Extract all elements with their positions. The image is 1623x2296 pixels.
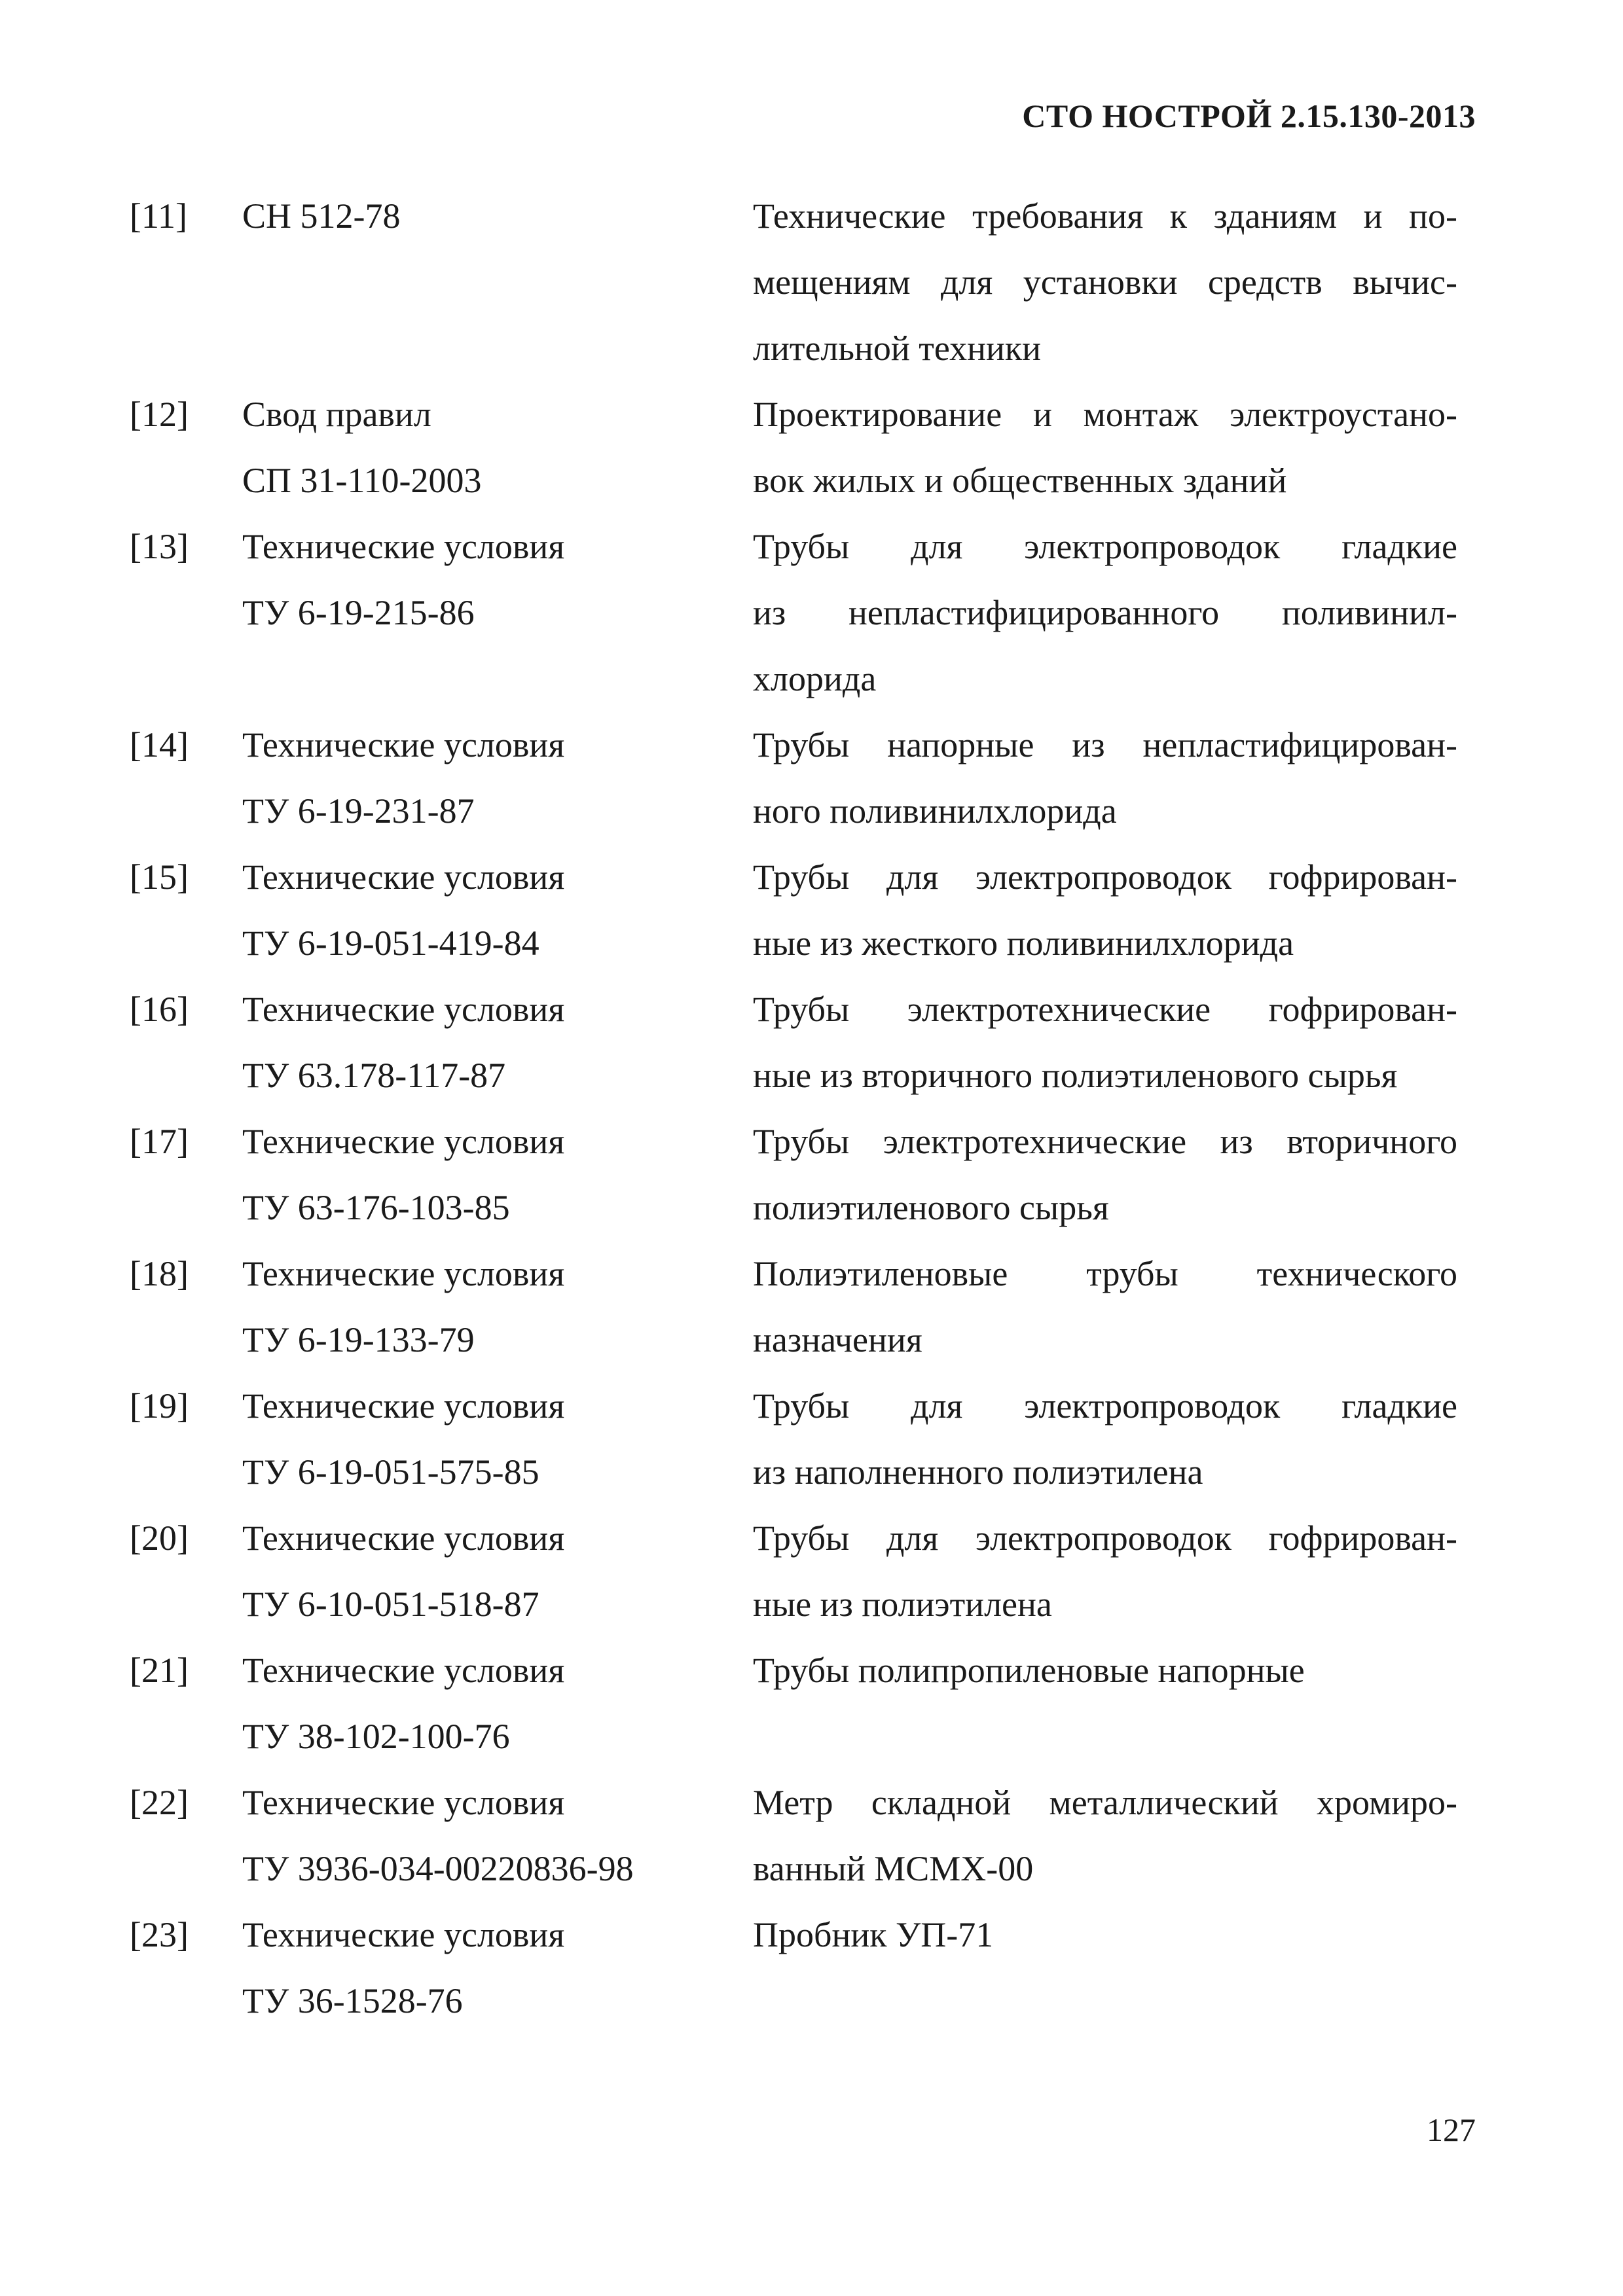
reference-document — [242, 1505, 753, 1638]
reference-document — [242, 514, 753, 646]
reference-document-line: ТУ 6-10-051-518-87 — [242, 1585, 539, 1624]
reference-title-line: хлорида — [753, 659, 877, 698]
reference-document-line: Технические условия — [242, 725, 565, 764]
reference-title-line: Технические требования к зданиям и по- — [753, 196, 1457, 236]
reference-number: [23] — [130, 1915, 189, 1954]
reference-number: [18] — [130, 1254, 189, 1293]
reference-item — [130, 1109, 1478, 1241]
reference-title-line: Пробник УП-71 — [753, 1915, 994, 1954]
reference-document — [242, 1770, 753, 1902]
reference-document-line: Технические условия — [242, 1122, 565, 1161]
reference-document — [242, 712, 753, 844]
reference-document-line: ТУ 6-19-051-419-84 — [242, 924, 539, 963]
reference-document — [242, 1638, 753, 1770]
reference-title — [753, 844, 1457, 977]
reference-title-line: ванный МСМХ-00 — [753, 1849, 1034, 1888]
reference-title — [753, 514, 1457, 712]
reference-title — [753, 382, 1457, 514]
reference-title-line: Трубы для электропроводок гладкие — [753, 527, 1457, 566]
reference-title — [753, 1902, 1457, 1968]
reference-number: [19] — [130, 1386, 189, 1426]
reference-document-line: Технические условия — [242, 1518, 565, 1558]
reference-number: [20] — [130, 1518, 189, 1558]
reference-document-line: ТУ 36-1528-76 — [242, 1981, 463, 2020]
reference-item — [130, 977, 1478, 1109]
reference-document-line: ТУ 63-176-103-85 — [242, 1188, 510, 1227]
reference-title-line: Трубы для электропроводок гофрирован- — [753, 1518, 1457, 1558]
reference-title-line: Полиэтиленовые трубы технического — [753, 1254, 1457, 1293]
reference-title-line: ного поливинилхлорида — [753, 791, 1117, 831]
reference-title-line: полиэтиленового сырья — [753, 1188, 1109, 1227]
reference-number: [13] — [130, 527, 189, 566]
reference-item — [130, 1902, 1478, 2034]
reference-document — [242, 1109, 753, 1241]
page-number: 127 — [1427, 2111, 1476, 2148]
reference-title-line: мещениям для установки средств вычис- — [753, 262, 1457, 302]
reference-title-line: ные из полиэтилена — [753, 1585, 1052, 1624]
reference-title — [753, 977, 1457, 1109]
reference-title — [753, 1638, 1457, 1704]
reference-document-line: Технические условия — [242, 1651, 565, 1690]
reference-document-line: ТУ 38-102-100-76 — [242, 1717, 510, 1756]
reference-title-line: из непластифицированного поливинил- — [753, 593, 1457, 632]
reference-title-line: лительной техники — [753, 329, 1042, 368]
standard-header: СТО НОСТРОЙ 2.15.130-2013 — [1022, 98, 1476, 134]
reference-title — [753, 1373, 1457, 1505]
reference-document — [242, 1373, 753, 1505]
reference-item — [130, 514, 1478, 712]
reference-title-line: Трубы полипропиленовые напорные — [753, 1651, 1305, 1690]
reference-number: [12] — [130, 395, 189, 434]
reference-document — [242, 844, 753, 977]
reference-title-line: назначения — [753, 1320, 922, 1359]
reference-item — [130, 844, 1478, 977]
reference-title-line: Трубы напорные из непластифицирован- — [753, 725, 1457, 764]
reference-document-line: Технические условия — [242, 1254, 565, 1293]
reference-number: [21] — [130, 1651, 189, 1690]
reference-title-line: Метр складной металлический хромиро- — [753, 1783, 1457, 1822]
reference-title-line: Проектирование и монтаж электроустано- — [753, 395, 1457, 434]
reference-document-line: СН 512-78 — [242, 196, 401, 236]
reference-number: [17] — [130, 1122, 189, 1161]
reference-document — [242, 1241, 753, 1373]
reference-item — [130, 1505, 1478, 1638]
reference-number: [14] — [130, 725, 189, 764]
reference-document-line: ТУ 6-19-215-86 — [242, 593, 475, 632]
reference-item — [130, 712, 1478, 844]
reference-item — [130, 1770, 1478, 1902]
reference-document-line: ТУ 6-19-231-87 — [242, 791, 475, 831]
reference-document-line: Технические условия — [242, 857, 565, 897]
reference-document-line: ТУ 3936-034-00220836-98 — [242, 1849, 634, 1888]
reference-title — [753, 1109, 1457, 1241]
reference-number: [16] — [130, 990, 189, 1029]
reference-title-line: ные из вторичного полиэтиленового сырья — [753, 1056, 1398, 1095]
reference-number: [15] — [130, 857, 189, 897]
reference-document-line: Технические условия — [242, 1386, 565, 1426]
reference-number: [22] — [130, 1783, 189, 1822]
reference-document-line: СП 31-110-2003 — [242, 461, 482, 500]
reference-title-line: Трубы электротехнические из вторичного — [753, 1122, 1457, 1161]
reference-item — [130, 183, 1478, 382]
reference-number: [11] — [130, 196, 187, 236]
reference-document-line: Свод правил — [242, 395, 431, 434]
reference-item — [130, 382, 1478, 514]
reference-document — [242, 183, 753, 249]
reference-document-line: Технические условия — [242, 527, 565, 566]
reference-item — [130, 1241, 1478, 1373]
reference-title-line: вок жилых и общественных зданий — [753, 461, 1287, 500]
reference-document — [242, 382, 753, 514]
reference-document-line: Технические условия — [242, 990, 565, 1029]
reference-item — [130, 1638, 1478, 1770]
reference-title — [753, 183, 1457, 382]
reference-title-line: из наполненного полиэтилена — [753, 1452, 1203, 1492]
reference-document-line: ТУ 63.178-117-87 — [242, 1056, 506, 1095]
reference-document-line: Технические условия — [242, 1915, 565, 1954]
references-list — [130, 183, 1478, 2034]
reference-title-line: Трубы электротехнические гофрирован- — [753, 990, 1457, 1029]
reference-title — [753, 1241, 1457, 1373]
reference-document — [242, 1902, 753, 2034]
reference-item — [130, 1373, 1478, 1505]
reference-title-line: ные из жесткого поливинилхлорида — [753, 924, 1294, 963]
reference-document-line: ТУ 6-19-133-79 — [242, 1320, 475, 1359]
reference-title-line: Трубы для электропроводок гофрирован- — [753, 857, 1457, 897]
reference-document-line: ТУ 6-19-051-575-85 — [242, 1452, 539, 1492]
reference-title-line: Трубы для электропроводок гладкие — [753, 1386, 1457, 1426]
reference-title — [753, 1505, 1457, 1638]
reference-document-line: Технические условия — [242, 1783, 565, 1822]
reference-title — [753, 712, 1457, 844]
reference-title — [753, 1770, 1457, 1902]
reference-document — [242, 977, 753, 1109]
